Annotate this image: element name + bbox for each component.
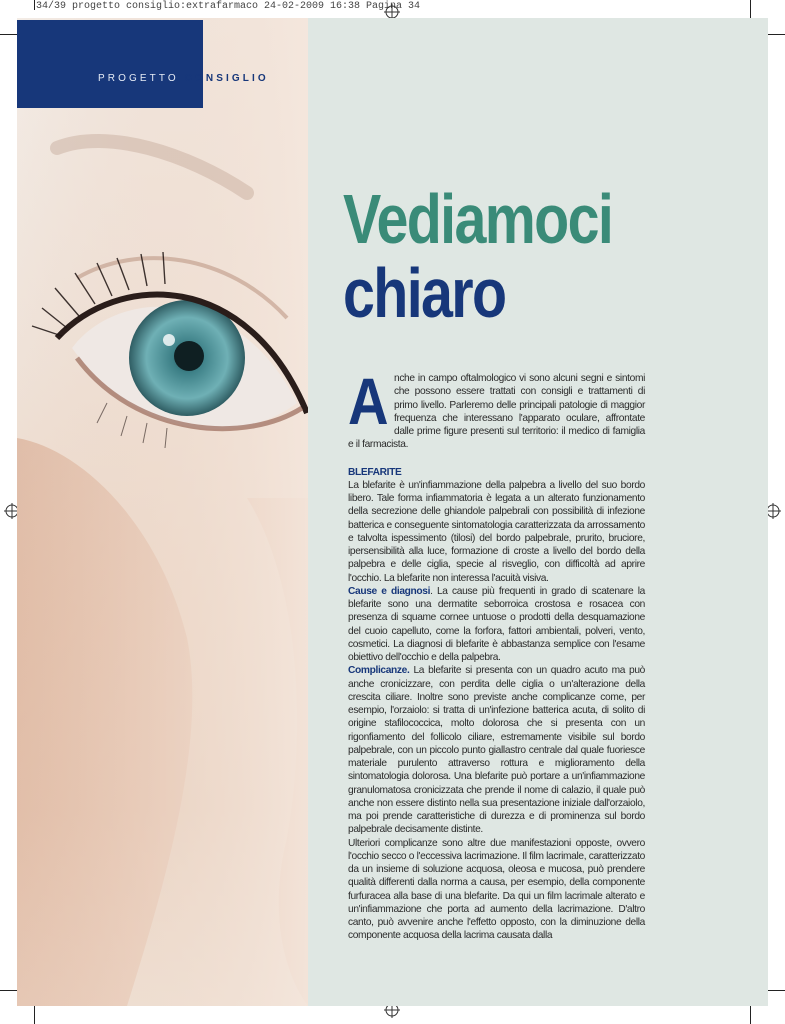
intro-paragraph	[348, 358, 645, 452]
face-eye-photo	[17, 18, 308, 1006]
paragraph-text: . La cause più frequenti in grado di scatenare la blefarite sono una dermatite seborroica crostosa e rosacea con presenza di squame cornee untuose o prodotti della desquamazione del cuoio capelluto, come la forfora, fattori ambientali, polveri, vento, cosmetici. La diagnosi di blefarite è abbastanza semplice con l'esame obiettivo dell'occhio e della palpebra.	[348, 585, 645, 663]
kicker-word-1: PROGETTO	[98, 73, 179, 84]
paragraph-text: La blefarite si presenta con un quadro acuto ma può anche cronicizzare, con perdita delle ciglia o un'alterazione della crescita ciliare. Inoltre sono previste anche complicanze come, per esempio, l'orzaiolo: si tratta di un'infezione batterica acuta, di solito di origine stafilococcica, molto dolorosa che si presenta con un rigonfiamento del follicolo ciliare, estremamente visibile sul bordo palpebrale, con un piccolo punto giallastro centrale dal quale fuoriesce materiale purulento attraverso rottura e miglioramento della sintomatologia dolorosa. Una blefarite può portare a un'infiammazione granulomatosa cronicizzata che prende il nome di calazio, il quale può anche non essere distinto nella sua presentazione iniziale dall'orzaiolo, ma poi prende caratteristiche di durezza e di prominenza sul bordo palpebrale decisamente distinte.	[348, 665, 645, 836]
body-paragraph: Ulteriori complicanze sono altre due manifestazioni opposte, ovvero l'occhio secco o l'eccessiva lacrimazione. Il film lacrimale, caratterizzato da un insieme di soluzione acquosa, oleosa e mucosa, può prendere qualità differenti dalla norma a causa, per esempio, della componente furfuracea alla base di una blefarite. Da qui un film lacrimale alterato e un'infiammazione che porta ad aumento della lacrimazione. D'altro canto, può avvenire anche l'effetto opposto, con la diminuzione della componente acquosa della lacrima causata dalla	[348, 837, 645, 942]
body-paragraph: La blefarite è un'infiammazione della palpebra a livello del suo bordo libero. Tale forma infiammatoria è legata a un alterato funzionamento della secrezione delle ghiandole palpebrali con possibilità di infezione batterica e conseguente sintomatologia caratterizzata da arrossamento e talvolta ispessimento (tilosi) del bordo palpebrale, prurito, bruciore, ipersensibilità alla luce, formazione di croste a livello del bordo della palpebra e delle ciglia, specie al risveglio, con difficoltà ad aprire l'occhio. La blefarite non interessa l'acuità visiva.	[348, 479, 645, 584]
kicker-word-2: CONSIGLIO	[184, 73, 269, 84]
drop-cap: A	[348, 364, 389, 438]
print-slug: 34/39 progetto consiglio:extrafarmaco 24-02-2009 16:38 Pagina 34	[36, 1, 421, 12]
intro-text: nche in campo oftalmologico vi sono alcuni segni e sintomi che possono essere trattati con consigli e trattamenti di primo livello. Parleremo delle principali patologie di maggior frequenza che interessano l'apparato oculare, affrontate dalle prime figure presenti sul territorio: il medico di famiglia e il farmacista.	[348, 373, 645, 451]
section-header-box	[17, 20, 203, 108]
crop-mark	[34, 0, 35, 10]
section-kicker	[98, 73, 269, 84]
section-heading: BLEFARITE	[348, 466, 402, 478]
magazine-page	[17, 18, 768, 1006]
article-title-line-1: Vediamoci	[343, 180, 613, 258]
subheading-inline: Complicanze.	[348, 665, 410, 677]
body-paragraph	[348, 664, 645, 836]
body-paragraph	[348, 585, 645, 665]
subheading-inline: Cause e diagnosi	[348, 585, 431, 597]
article-body	[348, 358, 645, 943]
article-title-line-2: chiaro	[343, 254, 506, 332]
